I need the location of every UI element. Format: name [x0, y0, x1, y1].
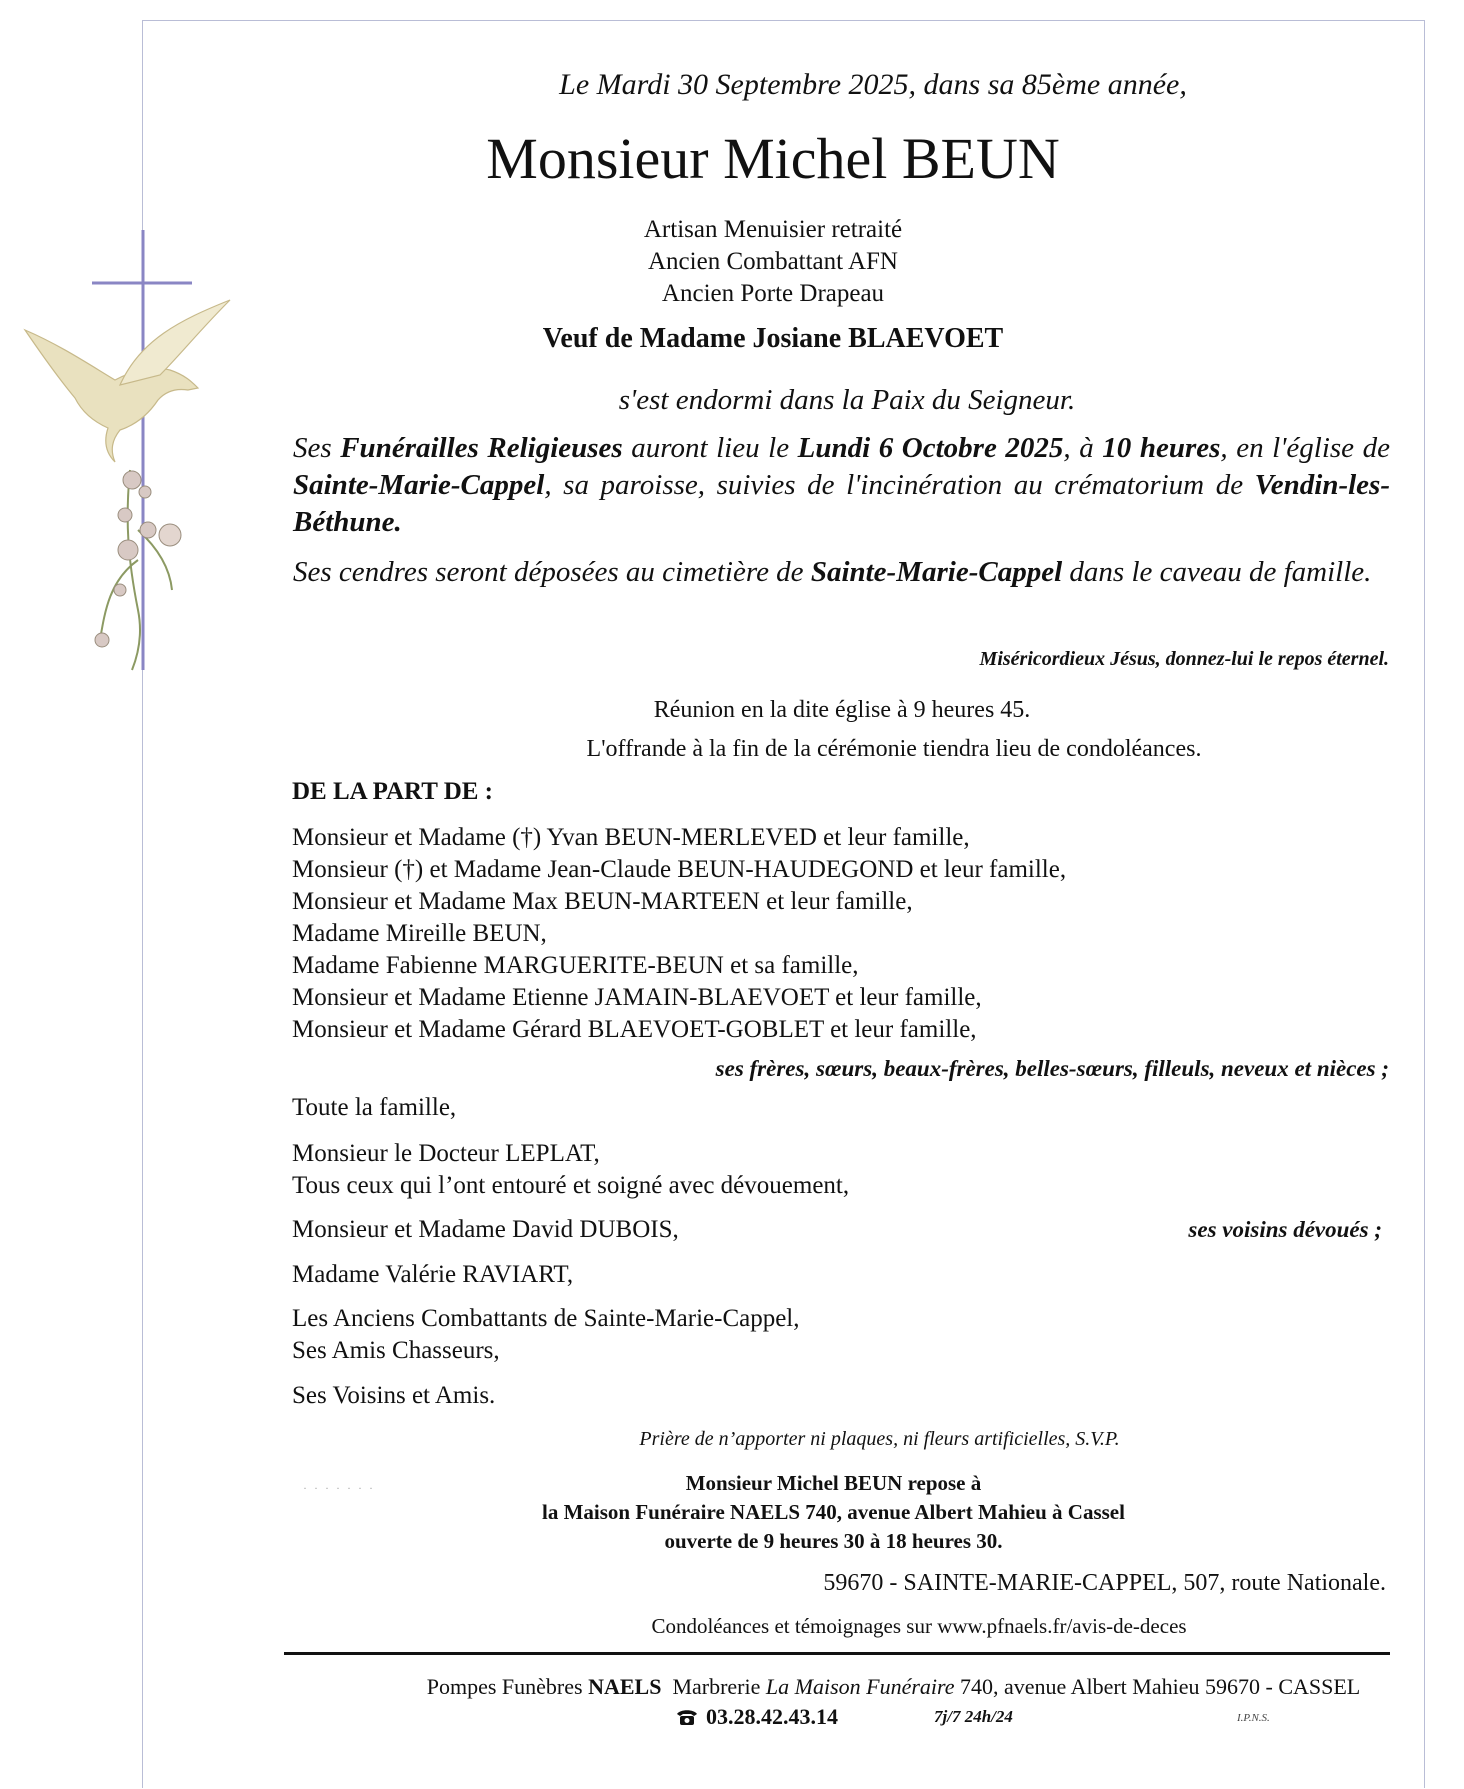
- gathering-line: Réunion en la dite église à 9 heures 45.: [653, 697, 1031, 723]
- neighbor-single-line: Madame Valérie RAVIART,: [292, 1261, 574, 1288]
- neighbors-friends-line: Ses Voisins et Amis.: [292, 1382, 496, 1409]
- rest-line: Monsieur Michel BEUN repose à: [685, 1471, 982, 1495]
- telephone-icon: [676, 1708, 698, 1726]
- deceased-name: Monsieur Michel BEUN: [486, 126, 1060, 191]
- hours-text: 7j/7 24h/24: [934, 1707, 1013, 1726]
- neighbor-relation: ses voisins dévoués ;: [1188, 1217, 1382, 1242]
- family-member: Monsieur (†) et Madame Jean-Claude BEUN-HAUDEGOND et leur famille,: [292, 856, 1067, 883]
- family-member: Madame Mireille BEUN,: [292, 920, 547, 947]
- footer-phone: [676, 1704, 838, 1730]
- ashes-paragraph: Ses cendres seront déposées au cimetière de Sainte-Marie-Cappel dans le caveau de famille.: [293, 556, 1372, 588]
- title-line: Ancien Porte Drapeau: [661, 280, 885, 307]
- widow-line: Veuf de Madame Josiane BLAEVOET: [542, 323, 1004, 354]
- printer-code: I.P.N.S.: [1237, 1712, 1270, 1724]
- prayer-line: Miséricordieux Jésus, donnez-lui le repos éternel.: [979, 648, 1389, 670]
- offering-line: L'offrande à la fin de la cérémonie tiendra lieu de condoléances.: [586, 736, 1202, 762]
- decorative-dots: · · · · · · ·: [303, 1481, 375, 1495]
- whole-family-line: Toute la famille,: [292, 1094, 457, 1121]
- condolences-line: Condoléances et témoignages sur www.pfnaels.fr/avis-de-deces: [651, 1614, 1187, 1638]
- family-member: Monsieur et Madame Gérard BLAEVOET-GOBLET et leur famille,: [292, 1016, 977, 1043]
- flowers-icon: [100, 470, 172, 670]
- neighbor-couple-line: Monsieur et Madame David DUBOIS,: [292, 1216, 679, 1243]
- flower-blossoms: [95, 471, 181, 647]
- peace-line: s'est endormi dans la Paix du Seigneur.: [618, 384, 1076, 416]
- phone-number: 03.28.42.43.14: [706, 1704, 838, 1729]
- veterans-line: Les Anciens Combattants de Sainte-Marie-Cappel,: [292, 1305, 800, 1332]
- from-header: DE LA PART DE :: [292, 778, 494, 805]
- death-date-line: Le Mardi 30 Septembre 2025, dans sa 85ème année,: [559, 68, 1187, 101]
- footer-company: Pompes Funèbres NAELS Marbrerie La Maison Funéraire 740, avenue Albert Mahieu 59670 - CASSEL: [426, 1674, 1361, 1699]
- address-line: 59670 - SAINTE-MARIE-CAPPEL, 507, route Nationale.: [823, 1570, 1386, 1596]
- family-member: Monsieur et Madame (†) Yvan BEUN-MERLEVED et leur famille,: [292, 824, 970, 851]
- family-relation: ses frères, sœurs, beaux-frères, belles-sœurs, filleuls, neveux et nièces ;: [715, 1056, 1389, 1081]
- caregivers-line: Tous ceux qui l’ont entouré et soigné avec dévouement,: [292, 1172, 850, 1199]
- rest-line: ouverte de 9 heures 30 à 18 heures 30.: [664, 1529, 1003, 1553]
- title-line: Artisan Menuisier retraité: [643, 216, 903, 243]
- family-member: Monsieur et Madame Max BEUN-MARTEEN et leur famille,: [292, 888, 913, 915]
- footer-rule: [284, 1652, 1390, 1655]
- title-line: Ancien Combattant AFN: [648, 248, 898, 275]
- doctor-line: Monsieur le Docteur LEPLAT,: [292, 1140, 600, 1167]
- funeral-paragraph: Ses Funérailles Religieuses auront lieu le Lundi 6 Octobre 2025, à 10 heures, en l'église de Sainte-Marie-Cappel, sa paroisse, suivies de l'incinération au crématorium de Vendin-les-Béthune.: [293, 432, 1390, 538]
- request-line: Prière de n’apporter ni plaques, ni fleurs artificielles, S.V.P.: [639, 1428, 1120, 1450]
- family-member: Madame Fabienne MARGUERITE-BEUN et sa famille,: [292, 952, 859, 979]
- hunters-line: Ses Amis Chasseurs,: [292, 1337, 500, 1364]
- rest-line: la Maison Funéraire NAELS 740, avenue Albert Mahieu à Cassel: [542, 1500, 1125, 1524]
- family-member: Monsieur et Madame Etienne JAMAIN-BLAEVOET et leur famille,: [292, 984, 982, 1011]
